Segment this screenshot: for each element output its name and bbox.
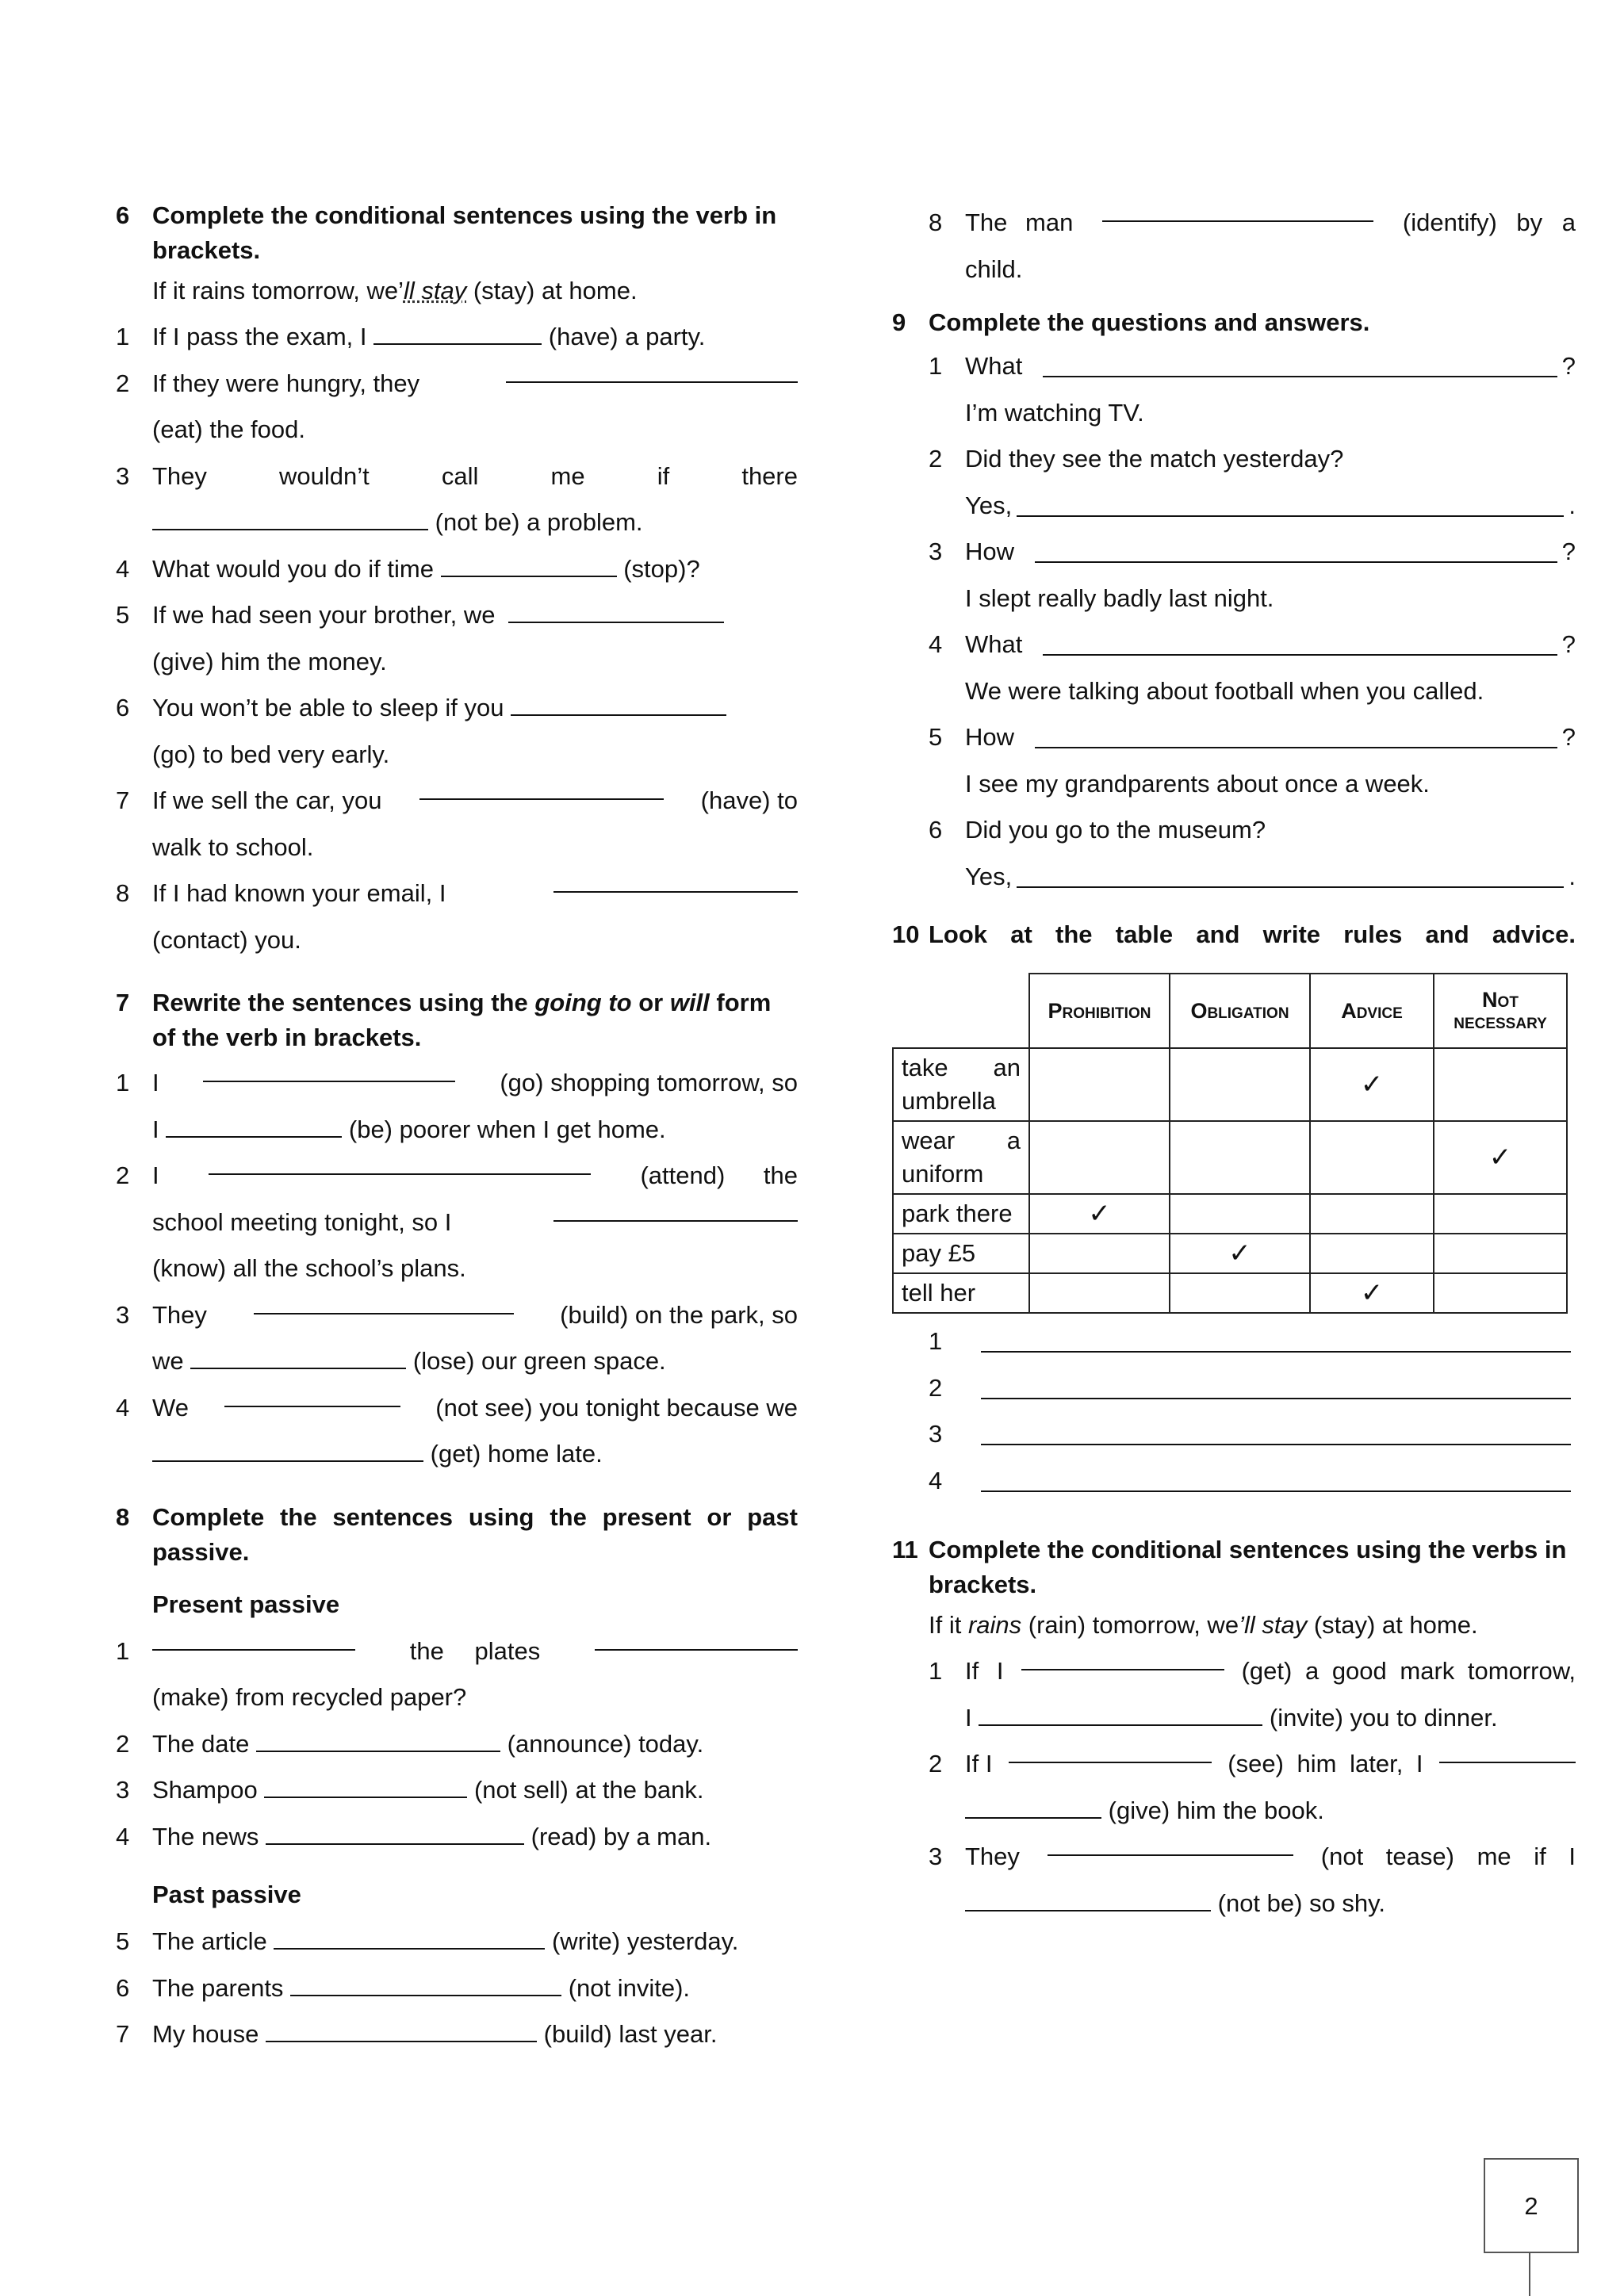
exercise-9-item-2: 2 Did they see the match yesterday? Yes, .	[929, 445, 1576, 519]
check-cell	[1434, 1234, 1567, 1273]
exercise-8-item-2: 2 The date (announce) today.	[116, 1729, 704, 1758]
answer-blank[interactable]	[981, 1330, 1571, 1353]
exercise-6-item-1: 1 If I pass the exam, I (have) a party.	[116, 323, 706, 350]
answer-blank[interactable]	[979, 1704, 1262, 1726]
check-cell	[1029, 1048, 1170, 1121]
exercise-8-item-7: 7 My house (build) last year.	[116, 2020, 718, 2048]
exercise-6-item-5: 5 If we had seen your brother, we (give) him the money.	[116, 592, 798, 685]
exercise-6-example: If it rains tomorrow, we’ll stay (stay) at home.	[152, 277, 638, 304]
exercise-10-answer-lines: 1 2 3 4	[892, 1318, 1576, 1504]
exercise-6-heading	[116, 198, 798, 268]
exercise-8-item-5: 5 The article (write) yesterday.	[116, 1927, 739, 1955]
answer-blank[interactable]	[1048, 1834, 1293, 1856]
answer-blank[interactable]	[224, 1385, 400, 1407]
row-label: pay £5	[893, 1234, 1029, 1273]
answer-blank[interactable]	[166, 1115, 342, 1138]
exercise-number: 10	[892, 920, 920, 948]
answer-blank[interactable]	[1035, 541, 1557, 563]
left-column	[116, 198, 798, 2058]
exercise-9-items	[892, 343, 1576, 900]
exercise-9-item-4: 4 What ? We were talking about football when you called.	[929, 630, 1576, 705]
table-header: Prohibition	[1029, 974, 1170, 1048]
table-corner	[893, 974, 1029, 1048]
exercise-7-item-3: 3 They (build) on the park, so we (lose) our green space.	[116, 1292, 798, 1385]
answer-blank[interactable]	[152, 1440, 423, 1462]
row-label: wear a uniform	[893, 1121, 1029, 1194]
right-column	[892, 200, 1576, 1927]
exercise-instruction: Complete the sentences using the present or past passive.	[152, 1502, 798, 1566]
exercise-9-heading	[892, 305, 1576, 340]
check-cell: ✓	[1170, 1234, 1310, 1273]
answer-blank[interactable]	[981, 1377, 1571, 1399]
answer-blank[interactable]	[290, 1974, 561, 1996]
exercise-7-item-1: 1 I (go) shopping tomorrow, so I (be) poorer when I get home.	[116, 1060, 798, 1153]
exercise-number: 7	[116, 989, 130, 1016]
check-cell	[1170, 1273, 1310, 1313]
answer-blank[interactable]	[256, 1730, 500, 1752]
answer-blank[interactable]	[209, 1153, 591, 1175]
answer-blank[interactable]	[981, 1423, 1571, 1445]
check-cell	[1434, 1273, 1567, 1313]
exercise-11-heading	[892, 1533, 1576, 1602]
check-cell: ✓	[1310, 1273, 1434, 1313]
table-row	[893, 1273, 1567, 1313]
answer-blank[interactable]	[1102, 200, 1373, 222]
exercise-10-heading	[892, 917, 1576, 952]
exercise-7-heading	[116, 985, 798, 1055]
exercise-11-item-2: 2 If I (see) him later, I (give) him the book.	[929, 1741, 1576, 1834]
exercise-11-items	[892, 1648, 1576, 1927]
answer-blank[interactable]	[264, 1776, 467, 1798]
exercise-number: 6	[116, 201, 130, 229]
exercise-7-item-4: 4 We (not see) you tonight because we (get) home late.	[116, 1385, 798, 1478]
exercise-6-item-7: 7 If we sell the car, you (have) to walk to school.	[116, 778, 798, 871]
answer-blank[interactable]	[1043, 633, 1557, 656]
exercise-instruction: Complete the conditional sentences using the verb in brackets.	[152, 201, 777, 264]
exercise-8-item-4: 4 The news (read) by a man.	[116, 1822, 712, 1850]
exercise-6-item-4: 4 What would you do if time (stop)?	[116, 554, 700, 583]
answer-blank[interactable]	[1017, 495, 1564, 517]
exercise-6-item-3: 3 They wouldn’t call me if there (not be) a problem.	[116, 461, 798, 536]
exercise-11-example: If it rains (rain) tomorrow, we’ll stay (stay) at home.	[929, 1611, 1478, 1639]
page-number-box	[1484, 2158, 1579, 2253]
check-cell: ✓	[1029, 1194, 1170, 1234]
rules-table	[892, 973, 1568, 1314]
exercise-instruction: Look at the table and write rules and advice.	[929, 920, 1576, 948]
check-cell	[1434, 1048, 1567, 1121]
answer-blank[interactable]	[152, 508, 428, 530]
exercise-8-heading	[116, 1500, 798, 1570]
answer-blank[interactable]	[506, 361, 798, 383]
answer-blank[interactable]	[1439, 1741, 1576, 1763]
row-label: park there	[893, 1194, 1029, 1234]
answer-blank[interactable]	[1035, 726, 1557, 748]
answer-blank[interactable]	[152, 1628, 355, 1651]
check-cell	[1310, 1234, 1434, 1273]
answer-blank[interactable]	[203, 1060, 455, 1082]
exercise-6-item-8: 8 If I had known your email, I (contact) you.	[116, 871, 798, 963]
exercise-6-item-6: 6 You won’t be able to sleep if you (go) to bed very early.	[116, 685, 798, 778]
check-cell	[1029, 1234, 1170, 1273]
answer-blank[interactable]	[553, 1200, 798, 1222]
row-label: take an umbrella	[893, 1048, 1029, 1121]
exercise-8-item-3: 3 Shampoo (not sell) at the bank.	[116, 1776, 704, 1804]
table-header: Not necessary	[1434, 974, 1567, 1048]
past-passive-label: Past passive	[152, 1881, 301, 1908]
exercise-number: 8	[116, 1502, 130, 1531]
check-cell: ✓	[1434, 1121, 1567, 1194]
answer-blank[interactable]	[274, 1927, 545, 1950]
exercise-9-item-6: 6 Did you go to the museum? Yes, .	[929, 816, 1576, 890]
check-cell	[1170, 1121, 1310, 1194]
check-cell	[1029, 1273, 1170, 1313]
answer-blank[interactable]	[1043, 355, 1557, 377]
exercise-7-item-2: 2 I (attend) the school meeting tonight, so I (know) all the school’s plans.	[116, 1153, 798, 1292]
answer-blank[interactable]	[266, 1823, 524, 1845]
answer-blank[interactable]	[595, 1628, 798, 1651]
answer-blank[interactable]	[1009, 1741, 1212, 1763]
answer-blank[interactable]	[1021, 1648, 1224, 1670]
table-row	[893, 1048, 1567, 1121]
exercise-number: 11	[892, 1536, 918, 1563]
answer-blank[interactable]	[419, 778, 664, 800]
exercise-6-item-2: 2 If they were hungry, they (eat) the food.	[116, 361, 798, 453]
present-passive-label: Present passive	[152, 1590, 340, 1618]
exercise-11-item-1: 1 If I (get) a good mark tomorrow, I (invite) you to dinner.	[929, 1648, 1576, 1741]
exercise-8-item-1: 1 the plates (make) from recycled paper?	[116, 1628, 798, 1721]
row-label: tell her	[893, 1273, 1029, 1313]
check-cell	[1434, 1194, 1567, 1234]
answer-blank[interactable]	[981, 1470, 1571, 1492]
exercise-8-item-6: 6 The parents (not invite).	[116, 1973, 691, 2002]
answer-blank[interactable]	[190, 1347, 406, 1369]
answer-blank[interactable]	[511, 694, 726, 716]
answer-blank[interactable]	[441, 555, 617, 577]
answer-blank[interactable]	[1017, 866, 1564, 888]
exercise-8-item-8: 8 The man (identify) by a child.	[892, 200, 1576, 293]
answer-blank[interactable]	[254, 1292, 514, 1314]
check-cell	[1310, 1194, 1434, 1234]
check-cell	[1170, 1048, 1310, 1121]
check-cell: ✓	[1310, 1048, 1434, 1121]
exercise-9-item-1: 1 What ? I’m watching TV.	[929, 352, 1576, 427]
table-header: Obligation	[1170, 974, 1310, 1048]
check-cell	[1029, 1121, 1170, 1194]
exercise-9-item-3: 3 How ? I slept really badly last night.	[929, 538, 1576, 612]
table-header: Advice	[1310, 974, 1434, 1048]
answer-blank[interactable]	[965, 1797, 1101, 1819]
exercise-instruction: Complete the conditional sentences using the verbs in brackets.	[929, 1536, 1567, 1598]
answer-blank[interactable]	[266, 2020, 537, 2042]
answer-blank[interactable]	[508, 601, 724, 623]
check-cell	[1310, 1121, 1434, 1194]
exercise-instruction: Rewrite the sentences using the going to or will form of the verb in brackets.	[152, 989, 772, 1051]
exercise-instruction: Complete the questions and answers.	[929, 308, 1370, 336]
table-row	[893, 1194, 1567, 1234]
check-cell	[1170, 1194, 1310, 1234]
answer-blank[interactable]	[965, 1889, 1211, 1911]
page-number: 2	[1524, 2191, 1538, 2220]
exercise-number: 9	[892, 308, 906, 336]
answer-blank[interactable]	[373, 323, 542, 345]
table-row	[893, 1121, 1567, 1194]
exercise-9-item-5: 5 How ? I see my grandparents about once a week.	[929, 723, 1576, 798]
table-header-row	[893, 974, 1567, 1048]
table-row	[893, 1234, 1567, 1273]
exercise-11-item-3: 3 They (not tease) me if I (not be) so shy.	[929, 1834, 1576, 1927]
page-number-stem	[1529, 2252, 1530, 2296]
answer-blank[interactable]	[553, 871, 798, 893]
